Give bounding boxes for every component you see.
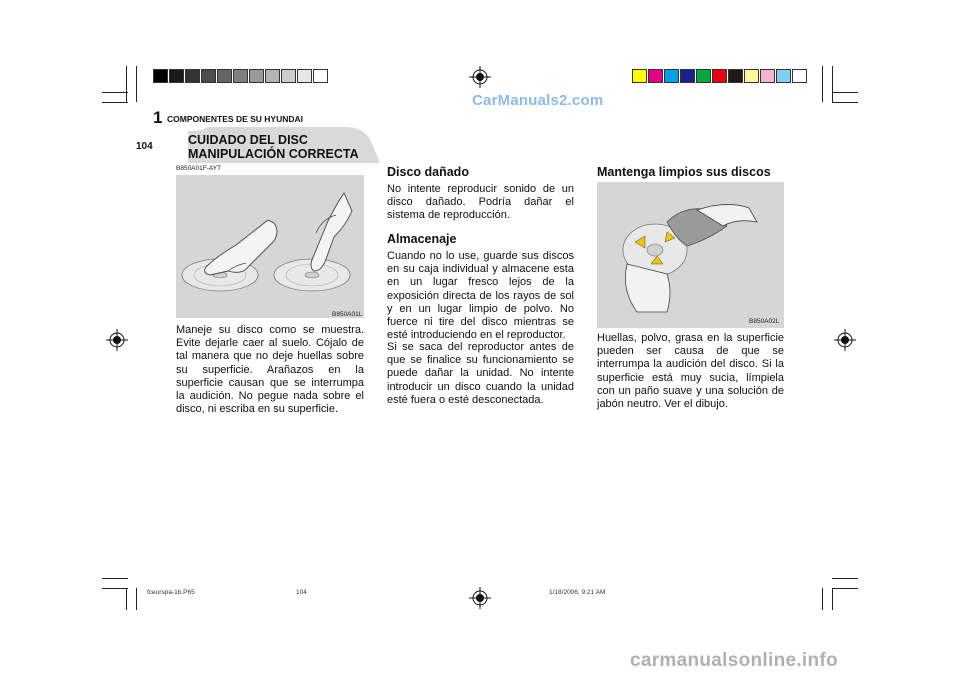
crop-mark (102, 588, 128, 589)
color-swatch (696, 69, 711, 83)
section-title (188, 133, 359, 161)
heading-storage: Almacenaje (387, 232, 457, 246)
color-swatch (201, 69, 216, 83)
section-title-line2: MANIPULACIÓN CORRECTA (188, 147, 359, 161)
disc-cleaning-illustration (597, 182, 784, 328)
crop-mark (126, 588, 127, 610)
col1-paragraph: Maneje su disco como se muestra. Evite dejarle caer al suelo. Cójalo de tal manera que no deje huellas sobre su superficie. Arañazos en la superficie causan que se interrumpa la audición. No pegue nada sobre el disco, ni escriba en su superficie. (176, 324, 364, 416)
registration-mark-icon (834, 329, 856, 351)
crop-mark (832, 102, 858, 103)
hand-disc-icon (176, 175, 364, 318)
footer-filename: fceurspa-1b.P65 (147, 589, 195, 596)
color-swatch (744, 69, 759, 83)
footer-date: 1/18/2006, 9:21 AM (549, 589, 606, 596)
color-swatch (265, 69, 280, 83)
heading-damaged-disc: Disco dañado (387, 165, 469, 179)
image-code-left: B850A01L (332, 311, 363, 318)
crop-mark (822, 588, 823, 610)
color-swatch (728, 69, 743, 83)
color-swatch (680, 69, 695, 83)
color-swatch (249, 69, 264, 83)
crop-mark (102, 102, 128, 103)
image-code-right: B850A02L (749, 318, 780, 325)
crop-mark (136, 588, 137, 610)
gray-swatch-bar (153, 69, 329, 83)
watermark-link[interactable]: CarManuals2.com (472, 92, 604, 109)
crop-mark (126, 66, 127, 102)
color-swatch (632, 69, 647, 83)
crop-mark (822, 66, 823, 102)
chapter-number: 1 (153, 108, 163, 127)
crop-mark (832, 92, 858, 93)
reference-code: B850A01F-AYT (176, 165, 222, 172)
crop-mark (102, 578, 128, 579)
col2-paragraph-2: Cuando no lo use, guarde sus discos en su caja individual y almacene esta en un lugar fresco lejos de la exposición directa de los rayos de sol y en un lugar limpio de polvo. No fuerce ni tire del disco mientras se esté introduciendo en el reproductor. (387, 250, 574, 342)
chapter-title: COMPONENTES DE SU HYUNDAI (167, 114, 304, 124)
registration-mark-icon (106, 329, 128, 351)
crop-mark (832, 588, 858, 589)
color-swatch (217, 69, 232, 83)
footer-page: 104 (296, 589, 307, 596)
crop-mark (102, 92, 128, 93)
color-swatch (313, 69, 328, 83)
color-swatch (233, 69, 248, 83)
registration-mark-icon (469, 587, 491, 609)
bottom-brand-link[interactable]: carmanualsonline.info (630, 650, 838, 671)
color-swatch (169, 69, 184, 83)
color-swatch (712, 69, 727, 83)
heading-keep-clean: Mantenga limpios sus discos (597, 165, 771, 179)
cleaning-cloth-icon (597, 182, 784, 328)
crop-mark (136, 66, 137, 102)
color-swatch (776, 69, 791, 83)
col3-paragraph: Huellas, polvo, grasa en la superficie pueden ser causa de que se interrumpa la audición del disco. Si la superficie está muy sucia, límpiela con un paño suave y una solución de jabón neutro. Ver el dibujo. (597, 332, 784, 411)
crop-mark (832, 66, 833, 102)
crop-mark (832, 588, 833, 610)
color-swatch-bar (632, 69, 808, 83)
crop-mark (832, 578, 858, 579)
color-swatch (153, 69, 168, 83)
color-swatch (664, 69, 679, 83)
col2-paragraph-1: No intente reproducir sonido de un disco dañado. Podría dañar el sistema de reproducción. (387, 183, 574, 222)
col2-paragraph-3: Si se saca del reproductor antes de que se finalice su funcionamiento se puede dañar la unidad. No intente introducir un disco cuando la unidad esté fuera o esté desconectada. (387, 341, 574, 406)
section-title-line1: CUIDADO DEL DISC (188, 133, 308, 147)
registration-mark-icon (469, 66, 491, 88)
page-number: 104 (136, 141, 153, 152)
color-swatch (792, 69, 807, 83)
color-swatch (648, 69, 663, 83)
color-swatch (185, 69, 200, 83)
color-swatch (281, 69, 296, 83)
color-swatch (760, 69, 775, 83)
disc-handling-illustration (176, 175, 364, 318)
color-swatch (297, 69, 312, 83)
